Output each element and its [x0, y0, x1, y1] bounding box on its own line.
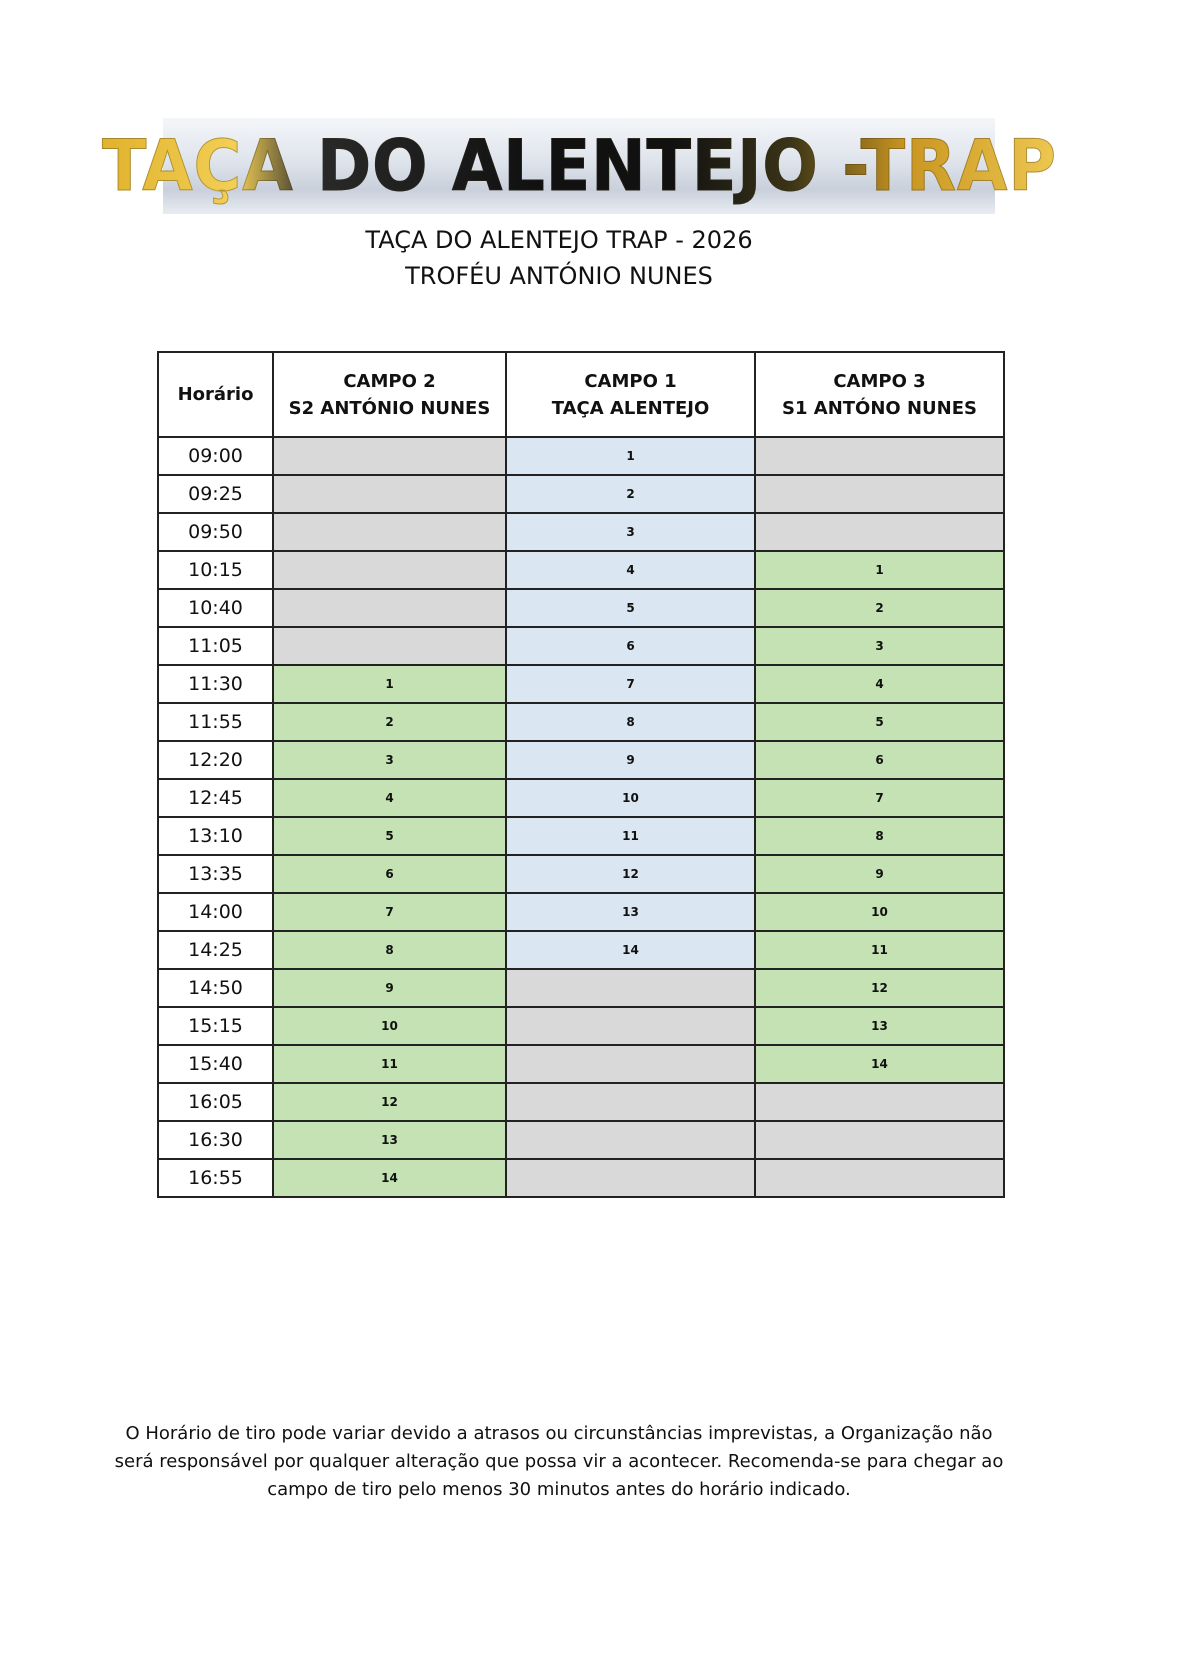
campo-3-cell: 7 [755, 779, 1004, 817]
campo-3-cell: 5 [755, 703, 1004, 741]
campo-2-cell: 5 [273, 817, 506, 855]
table-row [158, 1045, 1004, 1083]
table-row [158, 855, 1004, 893]
campo-3-cell: 14 [755, 1045, 1004, 1083]
time-cell: 15:40 [158, 1045, 273, 1083]
time-cell: 12:45 [158, 779, 273, 817]
time-cell: 11:55 [158, 703, 273, 741]
campo-1-cell: 8 [506, 703, 755, 741]
campo-3-cell: 13 [755, 1007, 1004, 1045]
campo-1-cell: 5 [506, 589, 755, 627]
header-campo-3-line1: CAMPO 3 [833, 370, 926, 392]
time-cell: 14:50 [158, 969, 273, 1007]
campo-3-cell [755, 1121, 1004, 1159]
campo-1-cell: 11 [506, 817, 755, 855]
campo-2-cell [273, 627, 506, 665]
schedule-body [158, 437, 1004, 1197]
time-cell: 14:00 [158, 893, 273, 931]
campo-2-cell [273, 513, 506, 551]
table-row [158, 551, 1004, 589]
schedule-table [157, 351, 1005, 1198]
banner-logo [101, 118, 1057, 214]
campo-1-cell [506, 1121, 755, 1159]
campo-1-cell: 14 [506, 931, 755, 969]
campo-3-cell: 12 [755, 969, 1004, 1007]
campo-2-cell: 2 [273, 703, 506, 741]
campo-1-cell [506, 1083, 755, 1121]
document-title: TAÇA DO ALENTEJO TRAP - 2026 [365, 226, 753, 254]
campo-2-cell [273, 437, 506, 475]
header-campo-1 [506, 352, 755, 437]
campo-3-cell: 11 [755, 931, 1004, 969]
time-cell: 09:25 [158, 475, 273, 513]
campo-1-cell: 12 [506, 855, 755, 893]
table-row [158, 931, 1004, 969]
disclaimer-note: O Horário de tiro pode variar devido a atrasos ou circunstâncias imprevistas, a Organização não será responsável por qualquer alteração que possa vir a acontecer. Recomenda-se para chegar ao campo de tiro pelo menos 30 minutos antes do horário indicado. [114, 1423, 1004, 1500]
campo-2-cell: 13 [273, 1121, 506, 1159]
time-cell: 15:15 [158, 1007, 273, 1045]
time-cell: 10:40 [158, 589, 273, 627]
campo-2-cell: 8 [273, 931, 506, 969]
time-cell: 13:10 [158, 817, 273, 855]
time-cell: 09:00 [158, 437, 273, 475]
table-row [158, 1121, 1004, 1159]
header-row [158, 352, 1004, 437]
campo-1-cell: 2 [506, 475, 755, 513]
table-row [158, 513, 1004, 551]
campo-3-cell: 6 [755, 741, 1004, 779]
campo-1-cell: 1 [506, 437, 755, 475]
table-row [158, 1007, 1004, 1045]
campo-2-cell: 1 [273, 665, 506, 703]
campo-1-cell: 4 [506, 551, 755, 589]
campo-2-cell: 9 [273, 969, 506, 1007]
campo-3-cell: 1 [755, 551, 1004, 589]
campo-3-cell: 10 [755, 893, 1004, 931]
document-subtitle: TROFÉU ANTÓNIO NUNES [405, 262, 713, 290]
campo-3-cell [755, 475, 1004, 513]
campo-3-cell [755, 1159, 1004, 1197]
campo-1-cell [506, 1007, 755, 1045]
time-cell: 16:05 [158, 1083, 273, 1121]
campo-3-cell [755, 513, 1004, 551]
time-cell: 11:05 [158, 627, 273, 665]
time-cell: 12:20 [158, 741, 273, 779]
header-horario-line: Horário [177, 384, 254, 405]
campo-1-cell [506, 1045, 755, 1083]
time-cell: 11:30 [158, 665, 273, 703]
campo-3-cell [755, 1083, 1004, 1121]
time-cell: 14:25 [158, 931, 273, 969]
table-row [158, 665, 1004, 703]
table-row [158, 741, 1004, 779]
campo-1-cell: 3 [506, 513, 755, 551]
table-row [158, 437, 1004, 475]
table-row [158, 1083, 1004, 1121]
campo-1-cell: 13 [506, 893, 755, 931]
table-row [158, 1159, 1004, 1197]
campo-3-cell: 2 [755, 589, 1004, 627]
header-campo-2-line1: CAMPO 2 [343, 370, 436, 392]
campo-1-cell [506, 1159, 755, 1197]
campo-1-cell: 6 [506, 627, 755, 665]
campo-2-cell [273, 475, 506, 513]
table-row [158, 475, 1004, 513]
campo-3-cell: 4 [755, 665, 1004, 703]
time-cell: 16:30 [158, 1121, 273, 1159]
campo-2-cell [273, 551, 506, 589]
time-cell: 13:35 [158, 855, 273, 893]
campo-2-cell: 4 [273, 779, 506, 817]
table-row [158, 969, 1004, 1007]
header-campo-2-line2: S2 ANTÓNIO NUNES [288, 397, 491, 419]
table-row [158, 817, 1004, 855]
campo-3-cell: 8 [755, 817, 1004, 855]
campo-1-cell: 7 [506, 665, 755, 703]
table-row [158, 893, 1004, 931]
campo-2-cell: 6 [273, 855, 506, 893]
campo-2-cell: 7 [273, 893, 506, 931]
table-row [158, 589, 1004, 627]
header-campo-1-line2: TAÇA ALENTEJO [551, 397, 710, 419]
campo-2-cell: 12 [273, 1083, 506, 1121]
campo-1-cell [506, 969, 755, 1007]
table-row [158, 627, 1004, 665]
time-cell: 09:50 [158, 513, 273, 551]
campo-1-cell: 9 [506, 741, 755, 779]
campo-2-cell [273, 589, 506, 627]
campo-3-cell: 3 [755, 627, 1004, 665]
table-row [158, 779, 1004, 817]
time-cell: 10:15 [158, 551, 273, 589]
table-row [158, 703, 1004, 741]
campo-2-cell: 14 [273, 1159, 506, 1197]
campo-3-cell [755, 437, 1004, 475]
header-campo-2 [273, 352, 506, 437]
header-horario [158, 352, 273, 437]
header-campo-3 [755, 352, 1004, 437]
banner-text: TAÇA DO ALENTEJO -TRAP [101, 125, 1057, 207]
campo-2-cell: 11 [273, 1045, 506, 1083]
header-campo-1-line1: CAMPO 1 [584, 370, 677, 392]
time-cell: 16:55 [158, 1159, 273, 1197]
campo-1-cell: 10 [506, 779, 755, 817]
header-campo-3-line2: S1 ANTÓNO NUNES [782, 397, 977, 419]
campo-2-cell: 10 [273, 1007, 506, 1045]
campo-3-cell: 9 [755, 855, 1004, 893]
campo-2-cell: 3 [273, 741, 506, 779]
